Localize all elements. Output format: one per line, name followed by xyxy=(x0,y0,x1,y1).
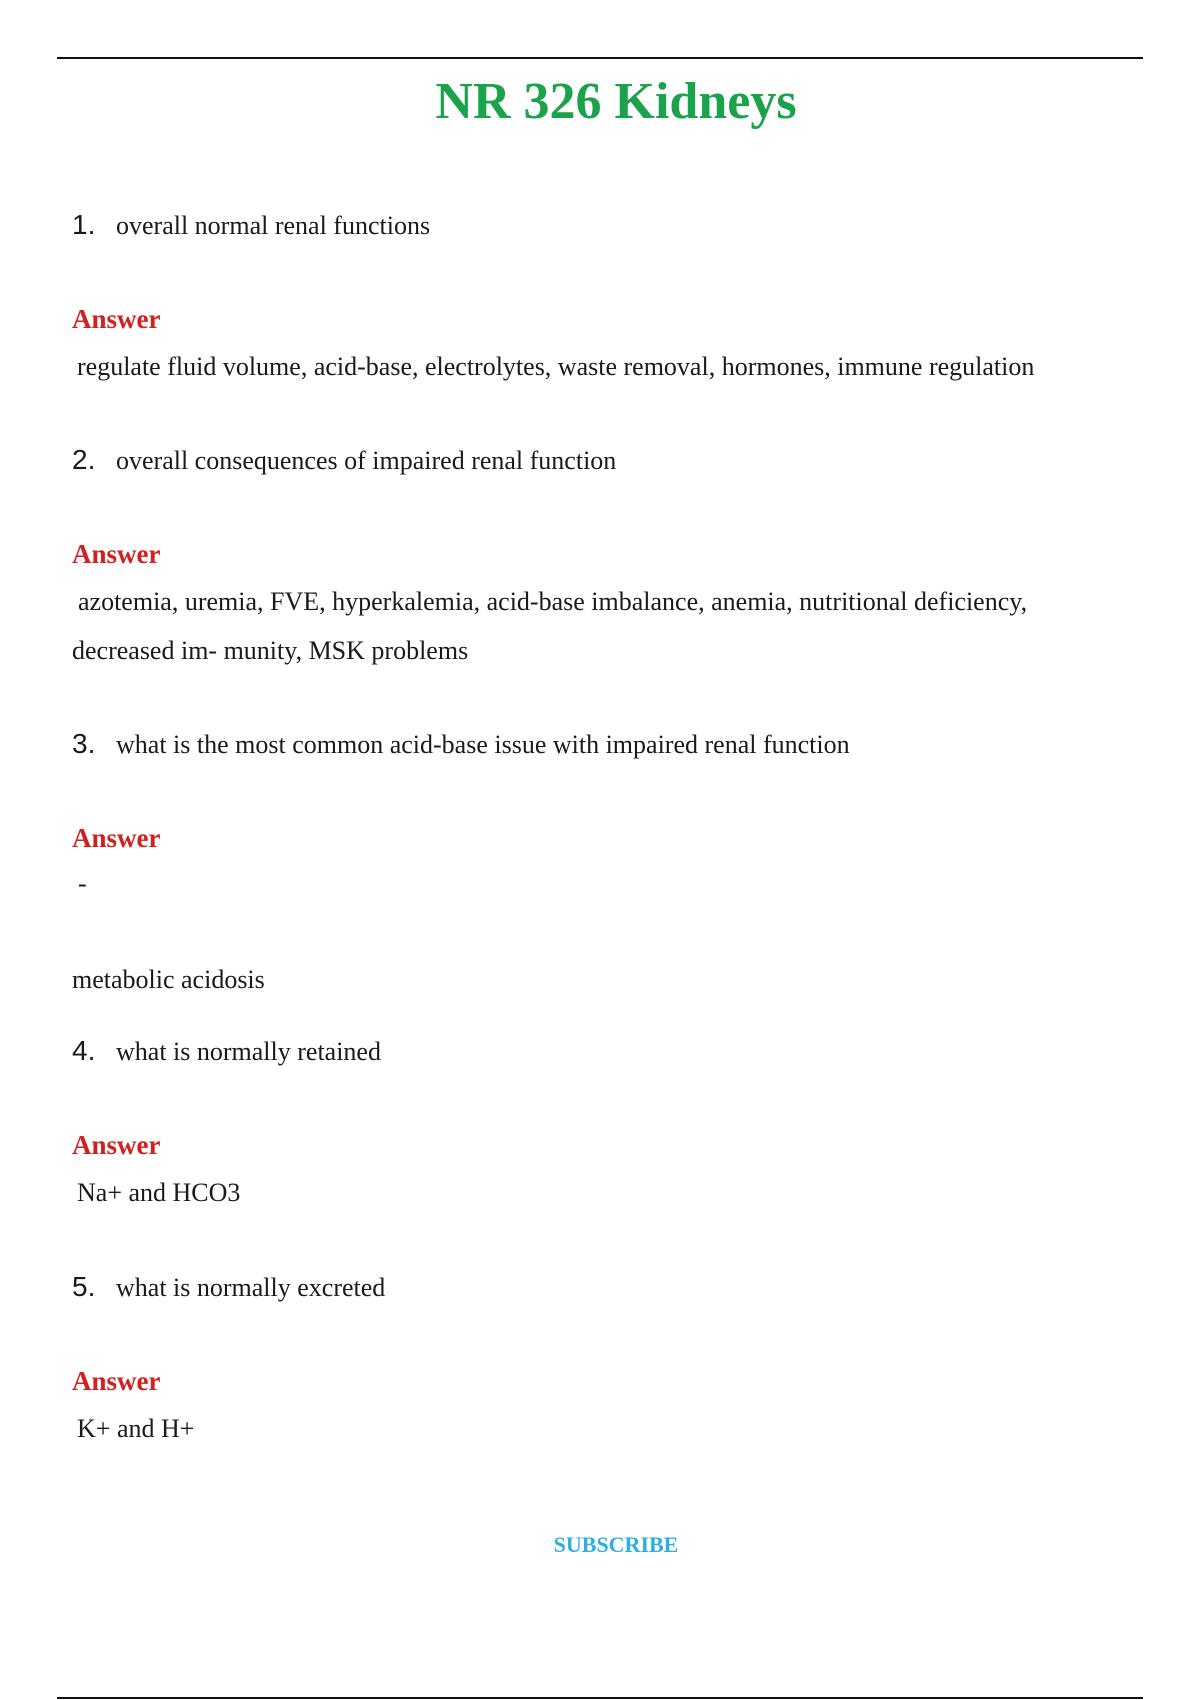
qa-item-5 xyxy=(72,1270,1122,1443)
answer-text: regulate fluid volume, acid-base, electrolytes, waste removal, hormones, immune regulation xyxy=(77,352,1035,381)
question-5 xyxy=(72,1270,1122,1305)
question-text: what is normally retained xyxy=(116,1037,381,1066)
qa-item-2 xyxy=(72,443,1122,665)
question-number: 4. xyxy=(72,1035,96,1066)
subscribe-link[interactable]: SUBSCRIBE xyxy=(553,1532,679,1557)
question-number: 5. xyxy=(72,1271,96,1302)
qa-item-4 xyxy=(72,1034,1122,1207)
answer-text: K+ and H+ xyxy=(77,1414,195,1443)
answer-label: Answer xyxy=(72,1366,161,1396)
question-number: 1. xyxy=(72,209,96,240)
question-text: overall normal renal functions xyxy=(116,211,431,240)
answer-label: Answer xyxy=(72,304,161,334)
answer-label: Answer xyxy=(72,823,161,853)
top-rule xyxy=(57,57,1143,59)
answer-label: Answer xyxy=(72,1130,161,1160)
answer-prefix: - xyxy=(78,869,87,898)
question-3 xyxy=(72,727,1122,762)
question-1 xyxy=(72,208,1122,243)
question-4 xyxy=(72,1034,1122,1069)
question-text: what is the most common acid-base issue with impaired renal function xyxy=(116,730,850,759)
question-2 xyxy=(72,443,1122,478)
document-title: NR 326 Kidneys xyxy=(435,73,797,130)
answer-text: azotemia, uremia, FVE, hyperkalemia, acid-base imbalance, anemia, nutritional deficiency, decreased im- munity, MSK problems xyxy=(72,587,1028,665)
answer-text: Na+ and HCO3 xyxy=(77,1178,241,1207)
question-number: 3. xyxy=(72,728,96,759)
qa-item-3 xyxy=(72,727,1122,994)
question-text: overall consequences of impaired renal function xyxy=(116,446,617,475)
question-text: what is normally excreted xyxy=(116,1273,386,1302)
answer-text: metabolic acidosis xyxy=(72,965,265,994)
qa-item-1 xyxy=(72,208,1122,381)
question-number: 2. xyxy=(72,444,96,475)
answer-label: Answer xyxy=(72,539,161,569)
bottom-rule xyxy=(57,1697,1143,1699)
